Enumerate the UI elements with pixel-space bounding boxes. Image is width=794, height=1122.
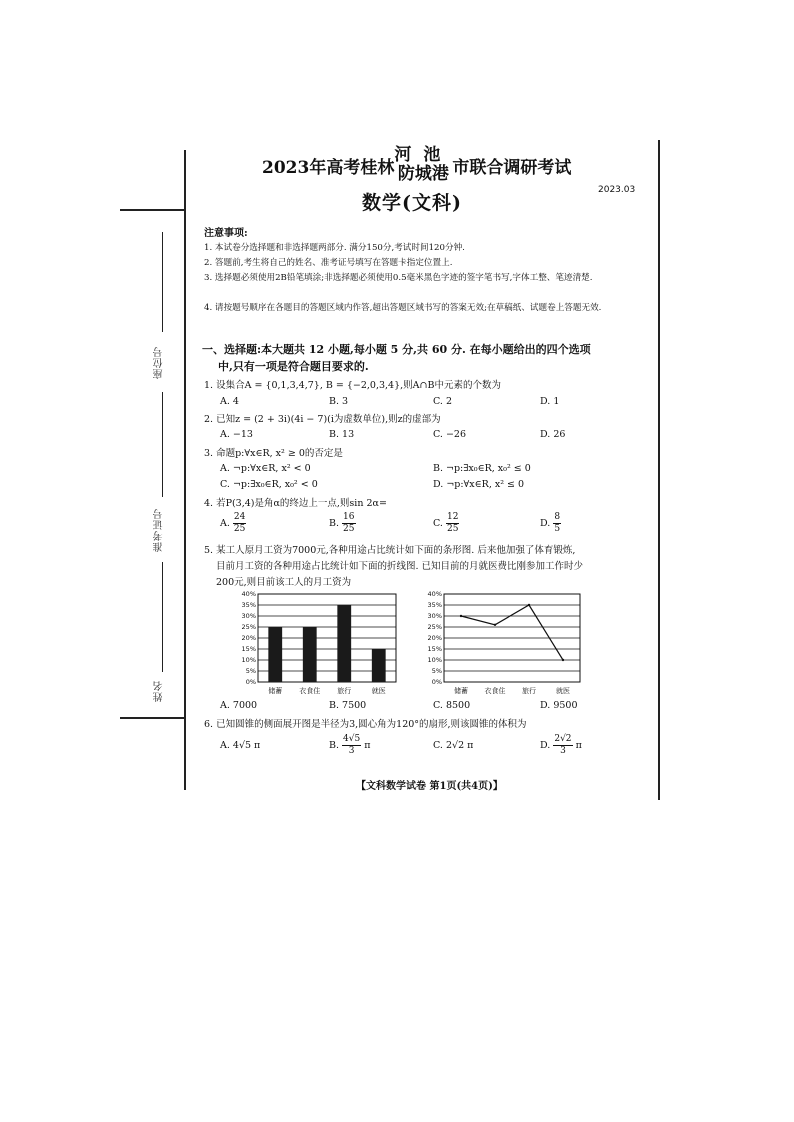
bar [303, 627, 317, 682]
denominator: 3 [560, 746, 566, 756]
x-category-label: 储蓄 [268, 687, 283, 695]
denominator: 3 [348, 746, 355, 756]
y-tick-label: 15% [241, 645, 256, 653]
x-category-label: 就医 [371, 687, 386, 695]
option-letter: B. [329, 518, 340, 529]
y-tick-label: 5% [431, 667, 442, 675]
q4-option-a [220, 512, 246, 535]
x-category-label: 旅行 [522, 687, 536, 695]
denominator: 5 [554, 524, 561, 534]
seat-number-label: 座位号 [154, 346, 165, 379]
y-tick-label: 30% [241, 612, 256, 620]
question-5-line3: 200元,则目前该工人的月工资为 [216, 577, 352, 588]
question-5-line1: 5. 某工人原月工资为7000元,各种用途占比统计如下面的条形图. 后来他加强了体育锻炼, [204, 545, 576, 556]
q4-option-b [329, 512, 356, 535]
y-tick-label: 0% [431, 678, 442, 686]
field-line [162, 562, 163, 672]
y-tick-label: 35% [427, 601, 442, 609]
q6-option-a: A. 4√5 π [220, 740, 261, 751]
line-chart [418, 588, 586, 696]
binding-tick [120, 209, 184, 211]
fraction [233, 512, 246, 535]
title-suffix: 市联合调研考试 [452, 157, 572, 178]
bar [268, 627, 282, 682]
series-line [461, 605, 563, 660]
fraction [342, 512, 355, 535]
fraction [553, 734, 572, 757]
numerator: 16 [343, 512, 355, 522]
exam-title [262, 146, 571, 184]
data-point [460, 615, 462, 617]
x-category-label: 储蓄 [454, 687, 468, 695]
y-tick-label: 35% [241, 601, 256, 609]
x-category-label: 衣食住 [299, 687, 321, 695]
field-line [162, 232, 163, 332]
q5-option-a: A. 7000 [220, 700, 258, 711]
q2-option-a: A. −13 [220, 429, 253, 440]
y-tick-label: 40% [427, 590, 442, 598]
y-tick-label: 15% [427, 645, 442, 653]
y-tick-label: 20% [241, 634, 256, 642]
notice-item: 1. 本试卷分选择题和非选择题两部分. 满分150分,考试时间120分钟. [204, 243, 465, 253]
pi-symbol: π [364, 740, 371, 751]
q2-option-c: C. −26 [433, 429, 467, 440]
q3-option-a: A. ¬p:∀x∈R, x² < 0 [220, 463, 311, 474]
y-tick-label: 10% [427, 656, 442, 664]
q5-option-c: C. 8500 [433, 700, 471, 711]
question-5-line2: 目前月工资的各种用途占比统计如下面的折线图. 已知目前的月就医费比刚参加工作时少 [216, 561, 584, 572]
section-heading-line1: 一、选择题:本大题共 12 小题,每小题 5 分,共 60 分. 在每小题给出的四个选项 [202, 343, 591, 356]
q1-option-c: C. 2 [433, 396, 453, 407]
binding-tick [120, 717, 184, 719]
exam-subtitle: 数学(文科) [362, 192, 462, 214]
q6-option-c: C. 2√2 π [433, 740, 474, 751]
q3-option-b: B. ¬p:∃x₀∈R, x₀² ≤ 0 [433, 463, 531, 474]
denominator: 25 [233, 524, 246, 534]
question-6-stem: 6. 已知圆锥的侧面展开图是半径为3,圆心角为120°的扇形,则该圆锥的体积为 [204, 719, 527, 730]
bar [372, 649, 386, 682]
numerator: 8 [554, 512, 561, 522]
admission-number-label: 准考证号 [154, 508, 165, 552]
numerator: 12 [446, 512, 459, 522]
denominator: 25 [343, 524, 355, 534]
x-category-label: 衣食住 [484, 687, 506, 695]
page-footer: 【文科数学试卷 第1页(共4页)】 [356, 781, 503, 792]
title-city-stack [394, 146, 452, 184]
q1-option-a: A. 4 [220, 396, 239, 407]
data-point [528, 604, 530, 606]
data-point [494, 624, 496, 626]
q3-option-d: D. ¬p:∀x∈R, x² ≤ 0 [433, 479, 525, 490]
numerator: 2√2 [554, 734, 572, 744]
q5-option-d: D. 9500 [540, 700, 578, 711]
x-category-label: 旅行 [337, 687, 352, 695]
notice-heading: 注意事项: [204, 228, 248, 239]
y-tick-label: 5% [245, 667, 256, 675]
question-2-stem: 2. 已知z = (2 + 3i)(4i − 7)(i为虚数单位),则z的虚部为 [204, 414, 441, 425]
q2-option-d: D. 26 [540, 429, 566, 440]
q3-option-c: C. ¬p:∃x₀∈R, x₀² < 0 [220, 479, 318, 490]
numerator: 4√5 [343, 734, 361, 744]
fraction [446, 512, 459, 535]
exam-date: 2023.03 [598, 185, 636, 195]
option-letter: D. [540, 518, 551, 529]
option-letter: C. [433, 518, 443, 529]
question-1-stem: 1. 设集合A = {0,1,3,4,7}, B = {−2,0,3,4},则A∩B中元素的个数为 [204, 380, 501, 391]
title-city-bottom: 防城港 [397, 164, 449, 184]
binding-line [184, 150, 186, 790]
y-tick-label: 10% [241, 656, 256, 664]
option-letter: D. [540, 740, 551, 751]
y-tick-label: 30% [427, 612, 442, 620]
name-label: 姓名 [154, 680, 165, 702]
q6-option-d [540, 734, 582, 757]
question-4-stem: 4. 若P(3,4)是角α的终边上一点,则sin 2α= [204, 498, 387, 509]
option-letter: B. [329, 740, 340, 751]
data-point [562, 659, 564, 661]
question-3-stem: 3. 命题p:∀x∈R, x² ≥ 0的否定是 [204, 448, 343, 459]
notice-item: 2. 答题前,考生将自己的姓名、准考证号填写在答题卡指定位置上. [204, 258, 453, 268]
notice-item: 3. 选择题必须使用2B铅笔填涂;非选择题必须使用0.5毫米黑色字迹的签字笔书写,字体工整、笔迹清楚. [204, 273, 593, 283]
q1-option-d: D. 1 [540, 396, 560, 407]
x-category-label: 就医 [556, 687, 570, 695]
fraction [342, 734, 361, 757]
y-tick-label: 25% [427, 623, 442, 631]
section-heading-line2: 中,只有一项是符合题目要求的. [218, 360, 369, 373]
q6-option-b [329, 734, 371, 757]
bar [337, 605, 351, 682]
pi-symbol: π [575, 740, 582, 751]
notice-item: 4. 请按题号顺序在各题目的答题区域内作答,超出答题区域书写的答案无效;在草稿纸、试题卷上答题无效. [204, 303, 602, 313]
q5-option-b: B. 7500 [329, 700, 367, 711]
y-tick-label: 0% [245, 678, 256, 686]
option-letter: A. [220, 518, 230, 529]
y-tick-label: 40% [241, 590, 256, 598]
q2-option-b: B. 13 [329, 429, 355, 440]
exam-paper [118, 140, 660, 800]
fraction [553, 512, 561, 535]
bar-chart [232, 588, 402, 696]
q1-option-b: B. 3 [329, 396, 349, 407]
title-prefix: 2023年高考桂林 [262, 157, 395, 178]
denominator: 25 [446, 524, 459, 534]
q4-option-d [540, 512, 561, 535]
q4-option-c [433, 512, 459, 535]
field-line [162, 392, 163, 497]
title-city-top: 河池 [394, 145, 453, 165]
numerator: 24 [233, 512, 246, 522]
y-tick-label: 25% [241, 623, 256, 631]
y-tick-label: 20% [427, 634, 442, 642]
